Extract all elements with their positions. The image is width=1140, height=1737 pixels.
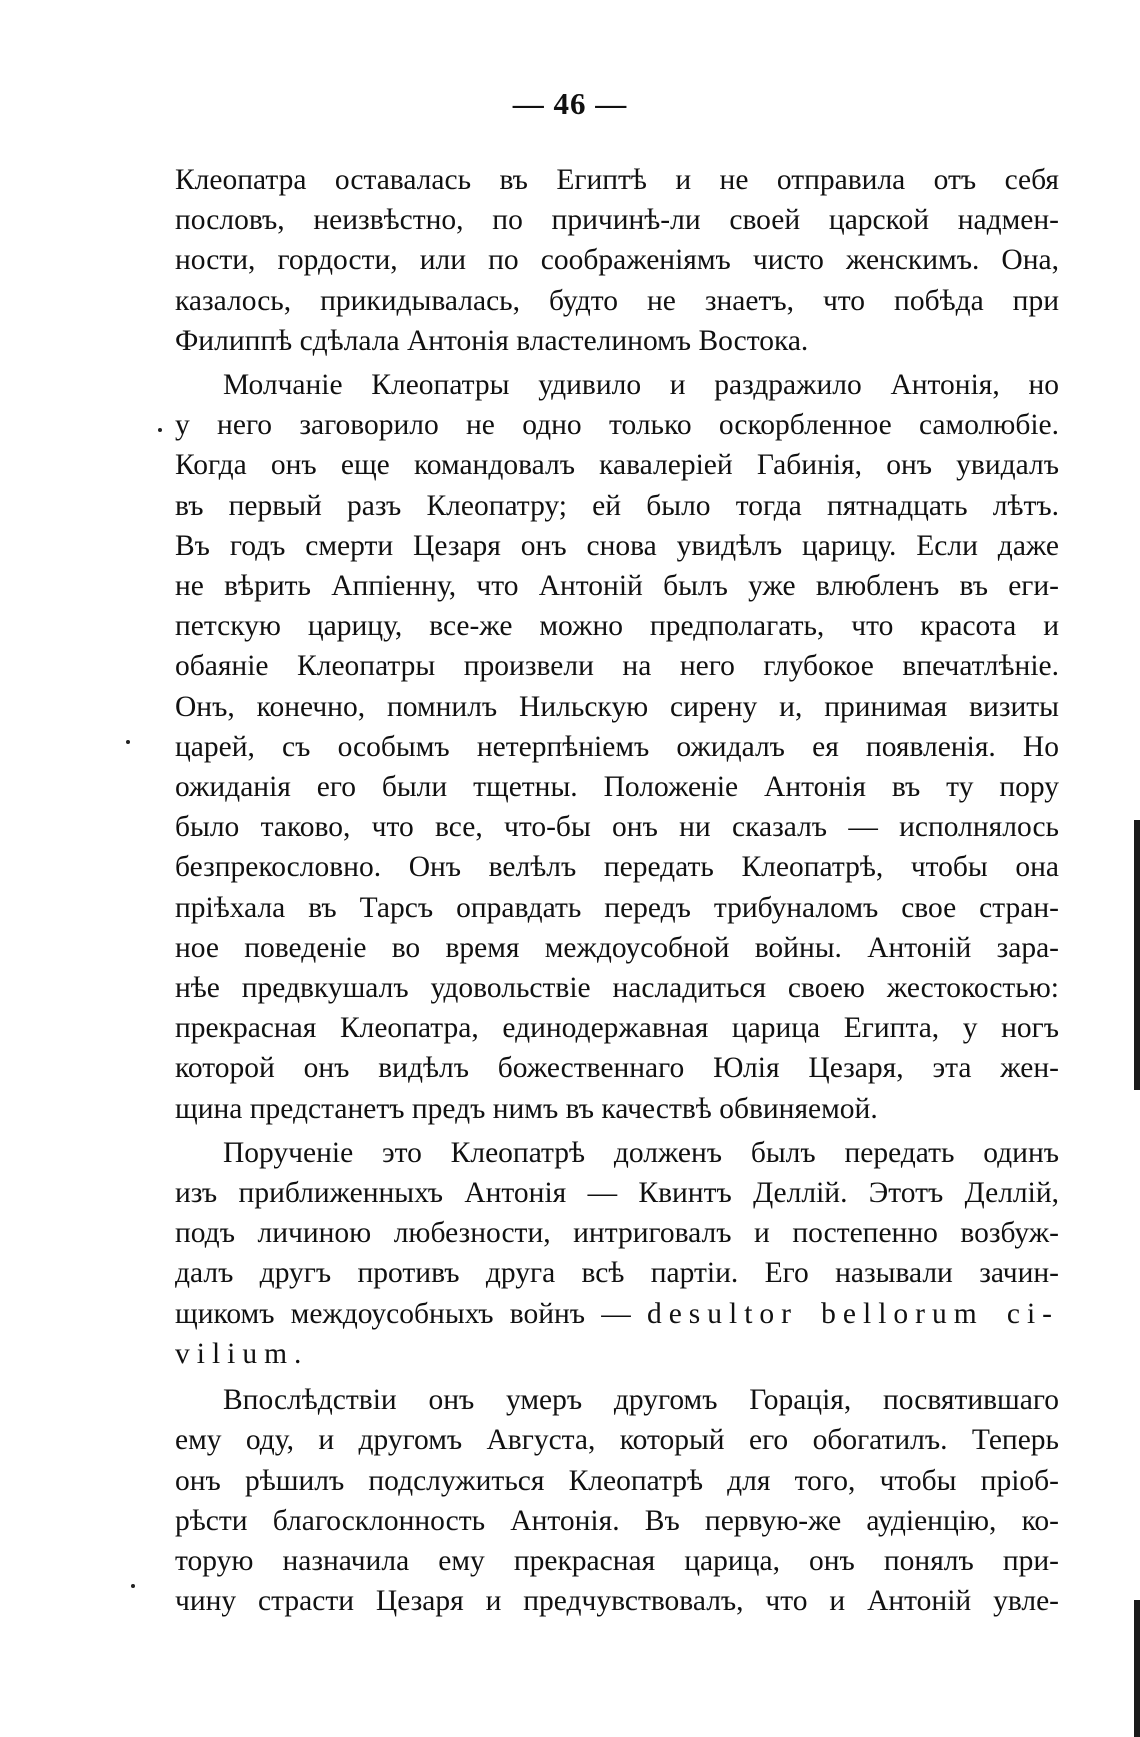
text-segment: щикомъ междоусобныхъ войнъ —: [175, 1297, 631, 1330]
text-line: щина предстанетъ предъ нимъ въ качествѣ обвиняемой.: [175, 1092, 878, 1125]
text-line: [175, 1294, 1059, 1334]
text-line: рѣсти благосклонность Антонія. Въ первую-же аудіенцію, ко-: [175, 1504, 1059, 1537]
text-line: прекрасная Клеопатра, единодержавная царица Египта, у ногъ: [175, 1012, 1059, 1045]
scan-edge-shadow: [1134, 1600, 1140, 1737]
text-line: петскую царицу, все-же можно предполагать, что красота и: [175, 610, 1059, 643]
page-number: — 46 —: [512, 86, 628, 121]
text-line: было таково, что все, что-бы онъ ни сказалъ — исполнялось: [175, 811, 1059, 844]
scan-speck: [158, 428, 162, 432]
text-line: далъ другъ противъ друга всѣ партіи. Его называли зачин-: [175, 1257, 1059, 1290]
scan-speck: [131, 1584, 135, 1588]
text-line: пріѣхала въ Тарсъ оправдать передъ трибуналомъ свое стран-: [175, 891, 1059, 924]
text-line: казалось, прикидывалась, будто не знаетъ, что побѣда при: [175, 284, 1059, 317]
text-line: Впослѣдствіи онъ умеръ другомъ Горація, посвятившаго: [223, 1384, 1059, 1417]
text-line: Когда онъ еще командовалъ кавалеріей Габинія, онъ увидалъ: [175, 449, 1059, 482]
text-line: Онъ, конечно, помнилъ Нильскую сирену и, принимая визиты: [175, 690, 1059, 723]
text-line: Молчаніе Клеопатры удивило и раздражило Антонія, но: [223, 369, 1059, 402]
text-line: пословъ, неизвѣстно, по причинѣ-ли своей царской надмен-: [175, 204, 1059, 237]
text-line: подъ личиною любезности, интриговалъ и постепенно возбуж-: [175, 1217, 1059, 1250]
text-line: ему оду, и другомъ Августа, который его обогатилъ. Теперь: [175, 1424, 1059, 1457]
text-line: Филиппѣ сдѣлала Антонія властелиномъ Востока.: [175, 324, 809, 357]
text-line: Порученіе это Клеопатрѣ долженъ былъ передать одинъ: [223, 1136, 1059, 1169]
scan-speck: [126, 740, 130, 744]
text-line: не вѣрить Аппіенну, что Антоній былъ уже влюбленъ въ еги-: [175, 570, 1059, 603]
body-text: [175, 160, 1059, 1621]
paragraph-1: [175, 160, 1059, 361]
text-line: царей, съ особымъ нетерпѣніемъ ожидалъ ея появленія. Но: [175, 730, 1059, 763]
scan-edge-shadow: [1134, 820, 1140, 1090]
text-line: безпрекословно. Онъ велѣлъ передать Клеопатрѣ, чтобы она: [175, 851, 1059, 884]
text-line: Клеопатра оставалась въ Египтѣ и не отправила отъ себя: [175, 164, 1059, 196]
text-line: изъ приближенныхъ Антонія — Квинтъ Деллій. Этотъ Деллій,: [175, 1177, 1059, 1210]
text-line: ности, гордости, или по соображеніямъ чисто женскимъ. Она,: [175, 244, 1059, 277]
text-line: которой онъ видѣлъ божественнаго Юлія Цезаря, эта жен-: [175, 1052, 1059, 1085]
text-line: онъ рѣшилъ подслужиться Клеопатрѣ для того, чтобы пріоб-: [175, 1464, 1059, 1497]
text-line: у него заговорило не одно только оскорбленное самолюбіе.: [175, 409, 1059, 442]
paragraph-3: [175, 1133, 1059, 1374]
text-line: ожиданія его были тщетны. Положеніе Антонія въ ту пору: [175, 771, 1059, 804]
text-line: чину страсти Цезаря и предчувствовалъ, что и Антоній увле-: [175, 1585, 1059, 1618]
latin-phrase: desultor bellorum ci-: [646, 1297, 1059, 1330]
text-line: Въ годъ смерти Цезаря онъ снова увидѣлъ царицу. Если даже: [175, 529, 1059, 562]
text-line: торую назначила ему прекрасная царица, онъ понялъ при-: [175, 1544, 1059, 1577]
paragraph-4: [175, 1380, 1059, 1621]
text-line: въ первый разъ Клеопатру; ей было тогда пятнадцать лѣтъ.: [175, 489, 1059, 522]
text-line: ное поведеніе во время междоусобной войны. Антоній зара-: [175, 931, 1059, 964]
paragraph-2: [175, 365, 1059, 1129]
latin-phrase: vilium.: [175, 1337, 309, 1370]
text-line: нѣе предвкушалъ удовольствіе насладиться своею жестокостью:: [175, 972, 1059, 1005]
text-line: обаяніе Клеопатры произвели на него глубокое впечатлѣніе.: [175, 650, 1059, 683]
